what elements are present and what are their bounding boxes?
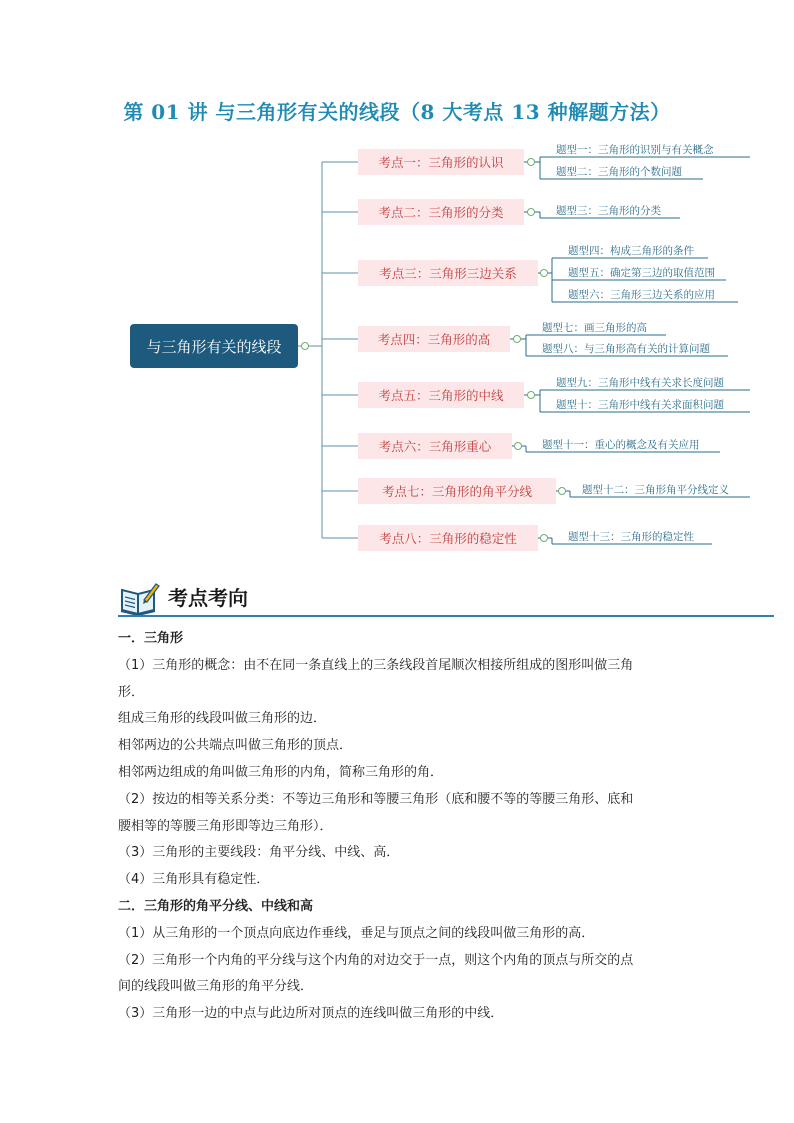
mindmap-leaf: 题型五：确定第三边的取值范围 xyxy=(568,267,715,279)
paragraph-line: 组成三角形的线段叫做三角形的边． xyxy=(118,711,327,727)
mindmap-leaf: 题型二：三角形的个数问题 xyxy=(556,166,682,178)
paragraph-line: （3）三角形一边的中点与此边所对顶点的连线叫做三角形的中线． xyxy=(118,1006,504,1022)
mindmap-node-6: 考点六：三角形重心 xyxy=(358,433,512,459)
paragraph-line: 间的线段叫做三角形的角平分线． xyxy=(118,979,314,995)
collapse-knob-icon[interactable] xyxy=(558,487,566,495)
mindmap-leaf: 题型六：三角形三边关系的应用 xyxy=(568,289,715,301)
collapse-knob-icon[interactable] xyxy=(527,391,535,399)
mindmap-leaf: 题型七：画三角形的高 xyxy=(542,322,647,334)
collapse-knob-icon[interactable] xyxy=(514,442,522,450)
mindmap-leaf: 题型三：三角形的分类 xyxy=(556,205,661,217)
collapse-knob-icon[interactable] xyxy=(301,342,309,350)
paragraph-line: 相邻两边的公共端点叫做三角形的顶点． xyxy=(118,738,353,754)
mindmap-leaf: 题型四：构成三角形的条件 xyxy=(568,245,694,257)
document-body xyxy=(118,626,718,1028)
section-header xyxy=(118,578,774,618)
mindmap-node-7: 考点七：三角形的角平分线 xyxy=(358,478,556,504)
paragraph-line: 相邻两边组成的角叫做三角形的内角，简称三角形的角． xyxy=(118,764,444,780)
mindmap-leaf: 题型八：与三角形高有关的计算问题 xyxy=(542,343,710,355)
paragraph-line: （2）三角形一个内角的平分线与这个内角的对边交于一点，则这个内角的顶点与所交的点 xyxy=(118,952,634,968)
paragraph-line: （1）三角形的概念：由不在同一条直线上的三条线段首尾顺次相接所组成的图形叫做三角 xyxy=(118,657,634,673)
mindmap-node-3: 考点三：三角形三边关系 xyxy=(358,260,538,286)
paragraph-line: 形． xyxy=(118,684,145,700)
mindmap-node-5: 考点五：三角形的中线 xyxy=(358,382,524,408)
paragraph-line: 腰相等的等腰三角形即等边三角形）． xyxy=(118,818,333,834)
section-divider xyxy=(118,615,774,617)
mindmap-node-1: 考点一：三角形的认识 xyxy=(358,149,524,175)
book-pencil-icon xyxy=(118,580,162,616)
collapse-knob-icon[interactable] xyxy=(527,158,535,166)
mindmap-leaf: 题型九：三角形中线有关求长度问题 xyxy=(556,377,724,389)
mindmap-node-4: 考点四：三角形的高 xyxy=(358,326,510,352)
mindmap-node-2: 考点二：三角形的分类 xyxy=(358,199,524,225)
paragraph-line: （1）从三角形的一个顶点向底边作垂线，垂足与顶点之间的线段叫做三角形的高． xyxy=(118,925,595,941)
collapse-knob-icon[interactable] xyxy=(540,534,548,542)
section-title: 考点考向 xyxy=(168,586,248,610)
mindmap-leaf: 题型十三：三角形的稳定性 xyxy=(568,531,694,543)
mindmap-root: 与三角形有关的线段 xyxy=(130,324,298,368)
mindmap-leaf: 题型十：三角形中线有关求面积问题 xyxy=(556,399,724,411)
mindmap-leaf: 题型一：三角形的识别与有关概念 xyxy=(556,144,714,156)
paragraph-line: （2）按边的相等关系分类：不等边三角形和等腰三角形（底和腰不等的等腰三角形、底和 xyxy=(118,791,634,807)
page-title: 第 01 讲 与三角形有关的线段（8 大考点 13 种解题方法） xyxy=(123,100,671,124)
mindmap-leaf: 题型十二：三角形角平分线定义 xyxy=(582,484,729,496)
paragraph-line: （4）三角形具有稳定性． xyxy=(118,872,270,888)
collapse-knob-icon[interactable] xyxy=(513,335,521,343)
mindmap-node-8: 考点八：三角形的稳定性 xyxy=(358,525,538,551)
mindmap-leaf: 题型十一：重心的概念及有关应用 xyxy=(542,439,700,451)
collapse-knob-icon[interactable] xyxy=(540,269,548,277)
paragraph-line: （3）三角形的主要线段：角平分线、中线、高． xyxy=(118,845,400,861)
collapse-knob-icon[interactable] xyxy=(527,208,535,216)
section-heading: 二．三角形的角平分线、中线和高 xyxy=(118,898,314,914)
section-heading: 一．三角形 xyxy=(118,631,184,646)
